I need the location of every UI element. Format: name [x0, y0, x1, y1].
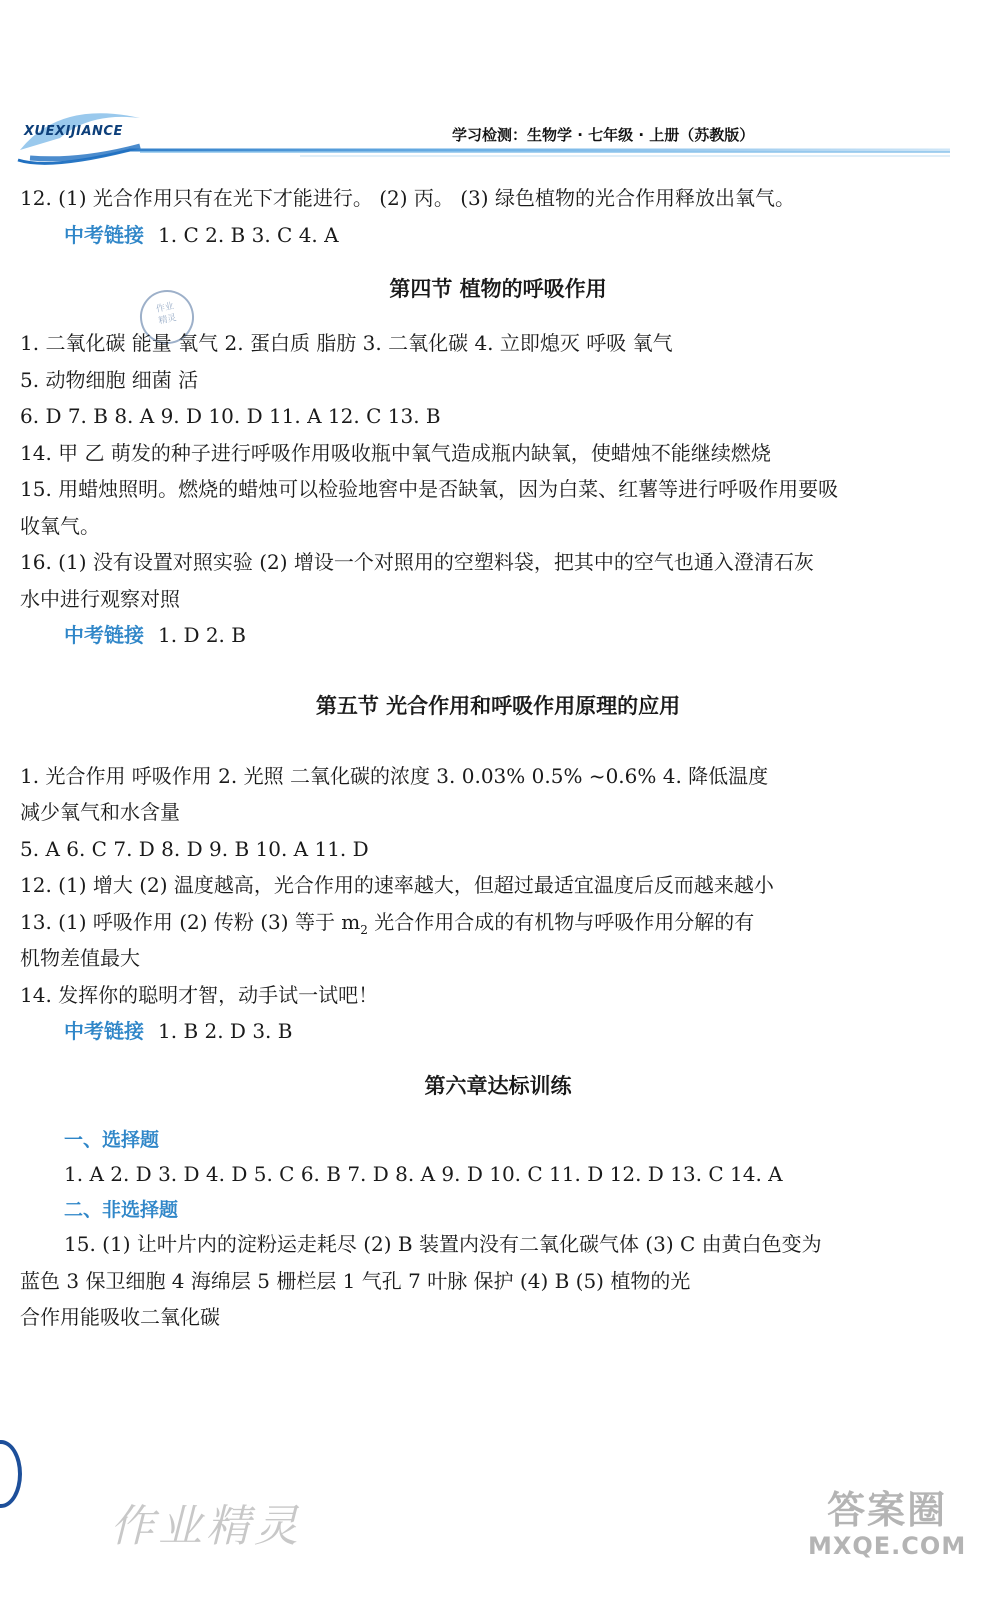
page-header	[0, 0, 996, 175]
watermark-right	[808, 1488, 966, 1560]
answer-line: 15. (1) 让叶片内的淀粉运走耗尽 (2) B 装置内没有二氧化碳气体 (3) C 由黄白色变为	[64, 1232, 822, 1256]
answer-line: 收氧气。	[20, 513, 100, 538]
section-heading: 第五节 光合作用和呼吸作用原理的应用	[315, 693, 681, 718]
answer-line: 16. (1) 没有设置对照实验 (2) 增设一个对照用的空塑料袋，把其中的空气也通入澄清石灰	[20, 550, 814, 574]
answer-line: 蓝色 3 保卫细胞 4 海绵层 5 栅栏层 1 气孔 7 叶脉 保护 (4) B (5) 植物的光	[20, 1268, 691, 1293]
answer-line: 减少氧气和水含量	[20, 800, 180, 824]
header-swoosh-graphic	[0, 0, 996, 175]
watermark-url: MXQE.COM	[808, 1532, 967, 1560]
exam-link-label: 中考链接	[64, 222, 144, 247]
answer-content	[20, 180, 976, 1336]
answer-line: 5. A 6. C 7. D 8. D 9. B 10. A 11. D	[20, 836, 369, 861]
exam-link-label: 中考链接	[64, 1019, 144, 1043]
exam-link-line	[20, 1013, 976, 1050]
subsection-label: 二、非选择题	[64, 1199, 179, 1221]
stamp-seal: 作业 精灵	[135, 285, 199, 349]
running-header-title: 学习检测：生物学 · 七年级 · 上册（苏教版）	[452, 126, 755, 144]
answer-line: 6. D 7. B 8. A 9. D 10. D 11. A 12. C 13. B	[20, 404, 441, 428]
exam-link-answers: 1. B 2. D 3. B	[158, 1019, 293, 1043]
exam-link-answers: 1. C 2. B 3. C 4. A	[158, 222, 339, 247]
answer-line: 5. 动物细胞 细菌 活	[20, 367, 199, 392]
answer-text: 13. (1) 呼吸作用 (2) 传粉 (3) 等于 m	[20, 909, 361, 934]
exam-link-label: 中考链接	[64, 623, 144, 647]
answer-line: 1. 光合作用 呼吸作用 2. 光照 二氧化碳的浓度 3. 0.03% 0.5% ~0.6% 4. 降低温度	[20, 763, 769, 788]
page-number-mark	[0, 1440, 22, 1508]
answer-line: 水中进行观察对照	[20, 586, 180, 611]
answer-line: 14. 发挥你的聪明才智，动手试一试吧！	[20, 982, 379, 1007]
exam-link-line	[20, 617, 976, 654]
answer-line	[20, 904, 976, 941]
subscript: 2	[360, 922, 368, 937]
watermark-left: 作业精灵	[110, 1501, 302, 1552]
exam-link-answers: 1. D 2. B	[158, 623, 246, 647]
watermark-logo-text: 答案圈	[827, 1488, 948, 1532]
exam-link-line	[20, 217, 976, 254]
chapter-heading: 第六章达标训练	[424, 1073, 572, 1098]
section-heading: 第四节 植物的呼吸作用	[389, 277, 607, 301]
answer-line: 1. 二氧化碳 能量 氧气 2. 蛋白质 脂肪 3. 二氧化碳 4. 立即熄灭 呼吸 氧气	[20, 331, 673, 355]
answer-line: 机物差值最大	[20, 946, 140, 970]
answer-line: 12. (1) 光合作用只有在光下才能进行。 (2) 丙。 (3) 绿色植物的光合作用释放出氧气。	[20, 186, 795, 210]
subsection-line	[20, 1192, 976, 1226]
answer-line: 15. 用蜡烛照明。燃烧的蜡烛可以检验地窖中是否缺氧，因为白菜、红薯等进行呼吸作用要吸	[20, 477, 839, 501]
logo: XUEXIJIANCE	[24, 124, 123, 139]
answer-text: 光合作用合成的有机物与呼吸作用分解的有	[367, 909, 755, 934]
answer-line: 1. A 2. D 3. D 4. D 5. C 6. B 7. D 8. A 9. D 10. C 11. D 12. D 13. C 14. A	[64, 1161, 783, 1186]
subsection-label: 一、选择题	[64, 1128, 160, 1151]
answer-line: 12. (1) 增大 (2) 温度越高，光合作用的速率越大，但超过最适宜温度后反而越来越小	[20, 873, 774, 897]
subsection-line	[20, 1122, 976, 1156]
answer-line: 合作用能吸收二氧化碳	[20, 1305, 220, 1329]
answer-line: 14. 甲 乙 萌发的种子进行呼吸作用吸收瓶中氧气造成瓶内缺氧，使蜡烛不能继续燃烧	[20, 440, 771, 465]
